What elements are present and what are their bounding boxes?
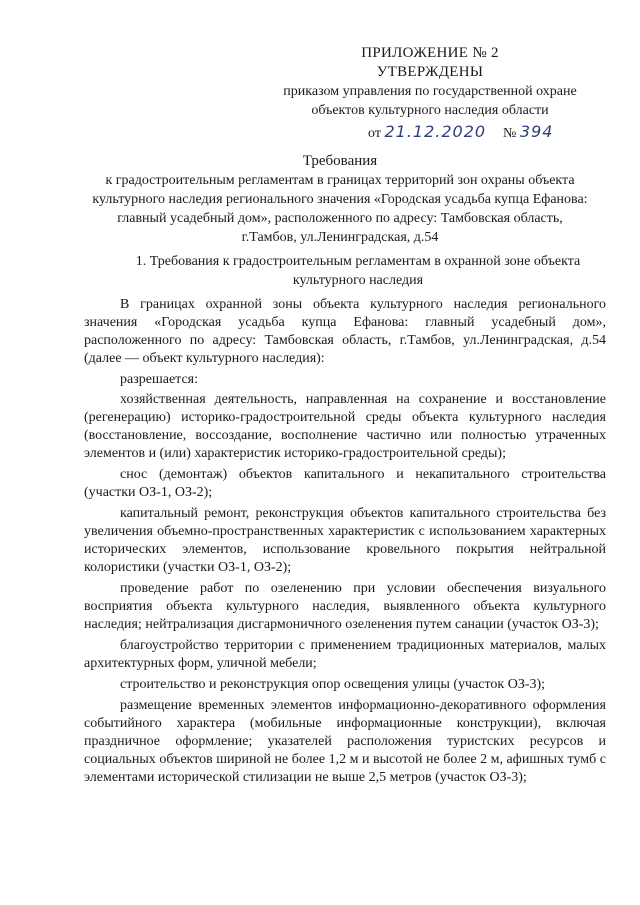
paragraph-landscaping: проведение работ по озеленению при условии обеспечения визуального восприятия объекта культурного наследия, выявленного объекта культурного наследия; нейтрализация дисгармоничного озеленения путем санации (участок ОЗ-3); [84, 581, 606, 632]
document-title-block [90, 152, 590, 247]
order-line-2: объектов культурного наследия области [311, 103, 549, 118]
handwritten-date: 21.12.2020 [384, 122, 487, 141]
approved-label: УТВЕРЖДЕНЫ [376, 64, 484, 80]
paragraph-temporary-elements: размещение временных элементов информационно-декоративного оформления событийного характера (мобильные информационные конструкции), включая праздничное оформление; указателей расположения туристских ресурсов и социальных объектов шириной не более 1,2 м и высотой не более 2 м, афишных тумб с элементами исторической стилизации не выше 2,5 метров (участок ОЗ-3); [84, 698, 606, 785]
order-date-number [250, 122, 610, 144]
paragraph-repair: капитальный ремонт, реконструкция объектов капитального строительства без увеличения объемно-пространственных характеристик с использованием характерных исторических элементов, использование кровельного покрытия нейтральной колористики (участки ОЗ-1, ОЗ-2); [84, 506, 606, 575]
order-line-1: приказом управления по государственной охране [283, 84, 577, 99]
paragraph-economic-activity: хозяйственная деятельность, направленная на сохранение и восстановление (регенерацию) историко-градостроительной среды объекта культурного наследия (восстановление, воссоздание, восполнение частично или полностью утраченных элементов и (или) характеристик историко-градостроительной среды); [84, 392, 606, 461]
from-label: от [368, 126, 381, 141]
paragraph-permitted: разрешается: [120, 372, 198, 387]
appendix-number: ПРИЛОЖЕНИЕ № 2 [361, 45, 499, 61]
paragraph-lighting: строительство и реконструкция опор освещения улицы (участок ОЗ-3); [120, 677, 546, 692]
handwritten-number: 394 [519, 122, 554, 141]
number-label: № [503, 126, 517, 141]
paragraph-improvement: благоустройство территории с применением традиционных материалов, малых архитектурных форм, уличной мебели; [84, 638, 606, 671]
body-text [84, 296, 606, 790]
paragraph-intro: В границах охранной зоны объекта культурного наследия регионального значения «Городская усадьба купца Ефанова: главный усадебный дом», расположенного по адресу: Тамбовская область, г.Тамбов, ул.Ленинградская, д.54 (далее — объект культурного наследия): [84, 297, 606, 366]
paragraph-demolition: снос (демонтаж) объектов капитального и некапитального строительства (участки ОЗ-1, ОЗ-2); [84, 467, 606, 500]
document-title: Требования [302, 153, 378, 169]
document-subtitle: к градостроительным регламентам в границах территорий зон охраны объекта культурного наследия регионального значения «Городская усадьба купца Ефанова: главный усадебный дом», расположенного по адресу: Тамбовская область, г.Тамбов, ул.Ленинградская, д.54 [92, 173, 588, 245]
approval-header [250, 44, 610, 144]
section-heading: 1. Требования к градостроительным регламентам в охранной зоне объекта культурного наследия [135, 254, 581, 288]
